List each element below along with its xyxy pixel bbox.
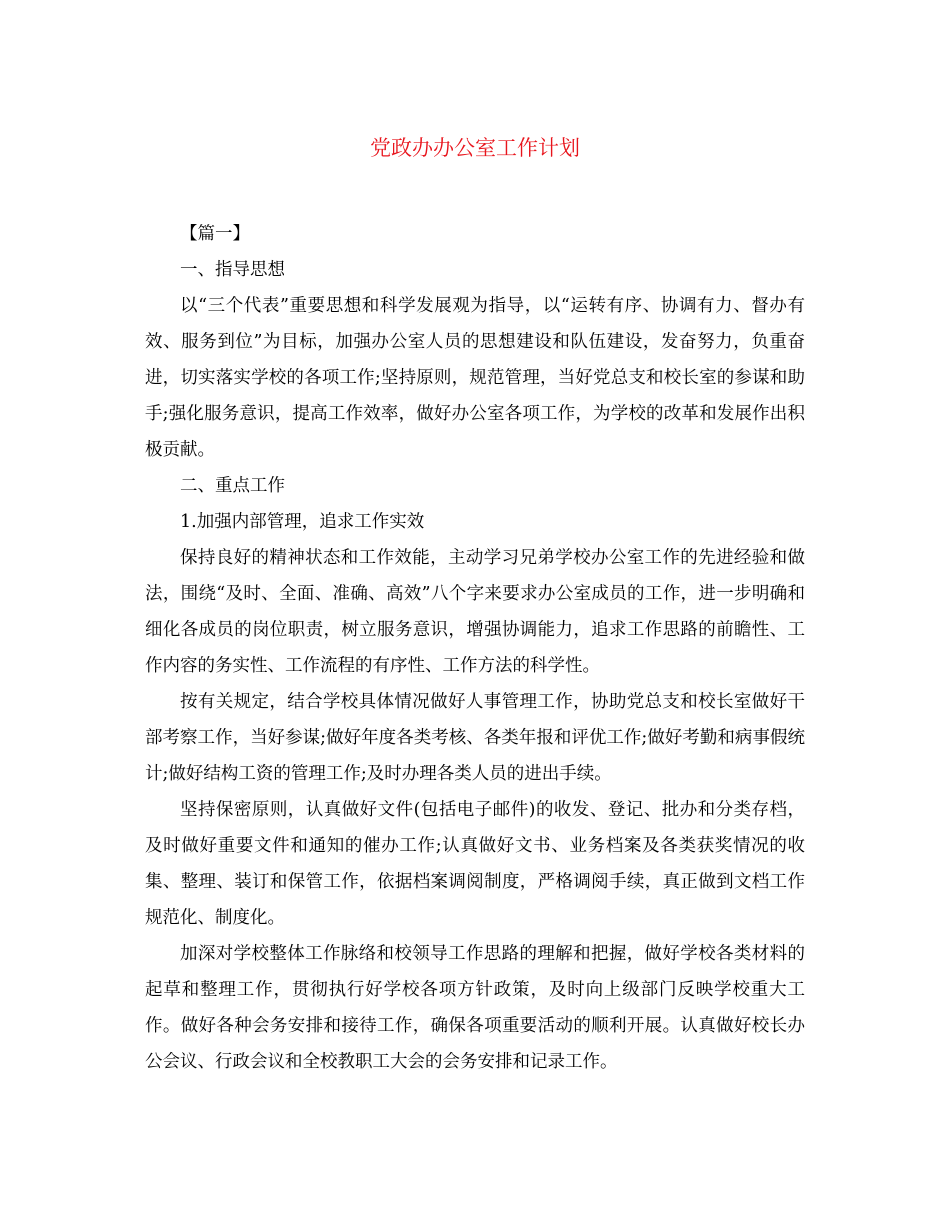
heading-key-work: 二、重点工作 — [180, 476, 285, 496]
document-title: 党政办办公室工作计划 — [370, 136, 580, 160]
paragraph-personnel-management: 按有关规定，结合学校具体情况做好人事管理工作，协助党总支和校长室做好干部考察工作，当好参谋;做好年度各类考核、各类年报和评优工作;做好考勤和病事假统计;做好结构工资的管理工作;及时办理各类人员的进出手续。 — [145, 692, 805, 784]
paragraph-work-efficiency: 保持良好的精神状态和工作效能，主动学习兄弟学校办公室工作的先进经验和做法，围绕“及时、全面、准确、高效”八个字来要求办公室成员的工作，进一步明确和细化各成员的岗位职责，树立服务意识，增强协调能力，追求工作思路的前瞻性、工作内容的务实性、工作流程的有序性、工作方法的科学性。 — [145, 548, 805, 676]
heading-guiding-ideology: 一、指导思想 — [180, 260, 285, 280]
section-marker: 【篇一】 — [180, 224, 250, 244]
subheading-internal-management: 1.加强内部管理，追求工作实效 — [180, 512, 425, 532]
paragraph-guiding-ideology: 以“三个代表”重要思想和科学发展观为指导，以“运转有序、协调有力、督办有效、服务到位”为目标，加强办公室人员的思想建设和队伍建设，发奋努力，负重奋进，切实落实学校的各项工作;坚持原则，规范管理，当好党总支和校长室的参谋和助手;强化服务意识，提高工作效率，做好办公室各项工作，为学校的改革和发展作出积极贡献。 — [145, 296, 805, 460]
paragraph-materials-meetings: 加深对学校整体工作脉络和校领导工作思路的理解和把握，做好学校各类材料的起草和整理工作，贯彻执行好学校各项方针政策，及时向上级部门反映学校重大工作。做好各种会务安排和接待工作，确保各项重要活动的顺利开展。认真做好校长办公会议、行政会议和全校教职工大会的会务安排和记录工作。 — [145, 944, 805, 1072]
paragraph-confidentiality-archives: 坚持保密原则，认真做好文件(包括电子邮件)的收发、登记、批办和分类存档，及时做好重要文件和通知的催办工作;认真做好文书、业务档案及各类获奖情况的收集、整理、装订和保管工作，依据档案调阅制度，严格调阅手续，真正做到文档工作规范化、制度化。 — [145, 800, 805, 928]
document-body — [145, 216, 805, 1080]
